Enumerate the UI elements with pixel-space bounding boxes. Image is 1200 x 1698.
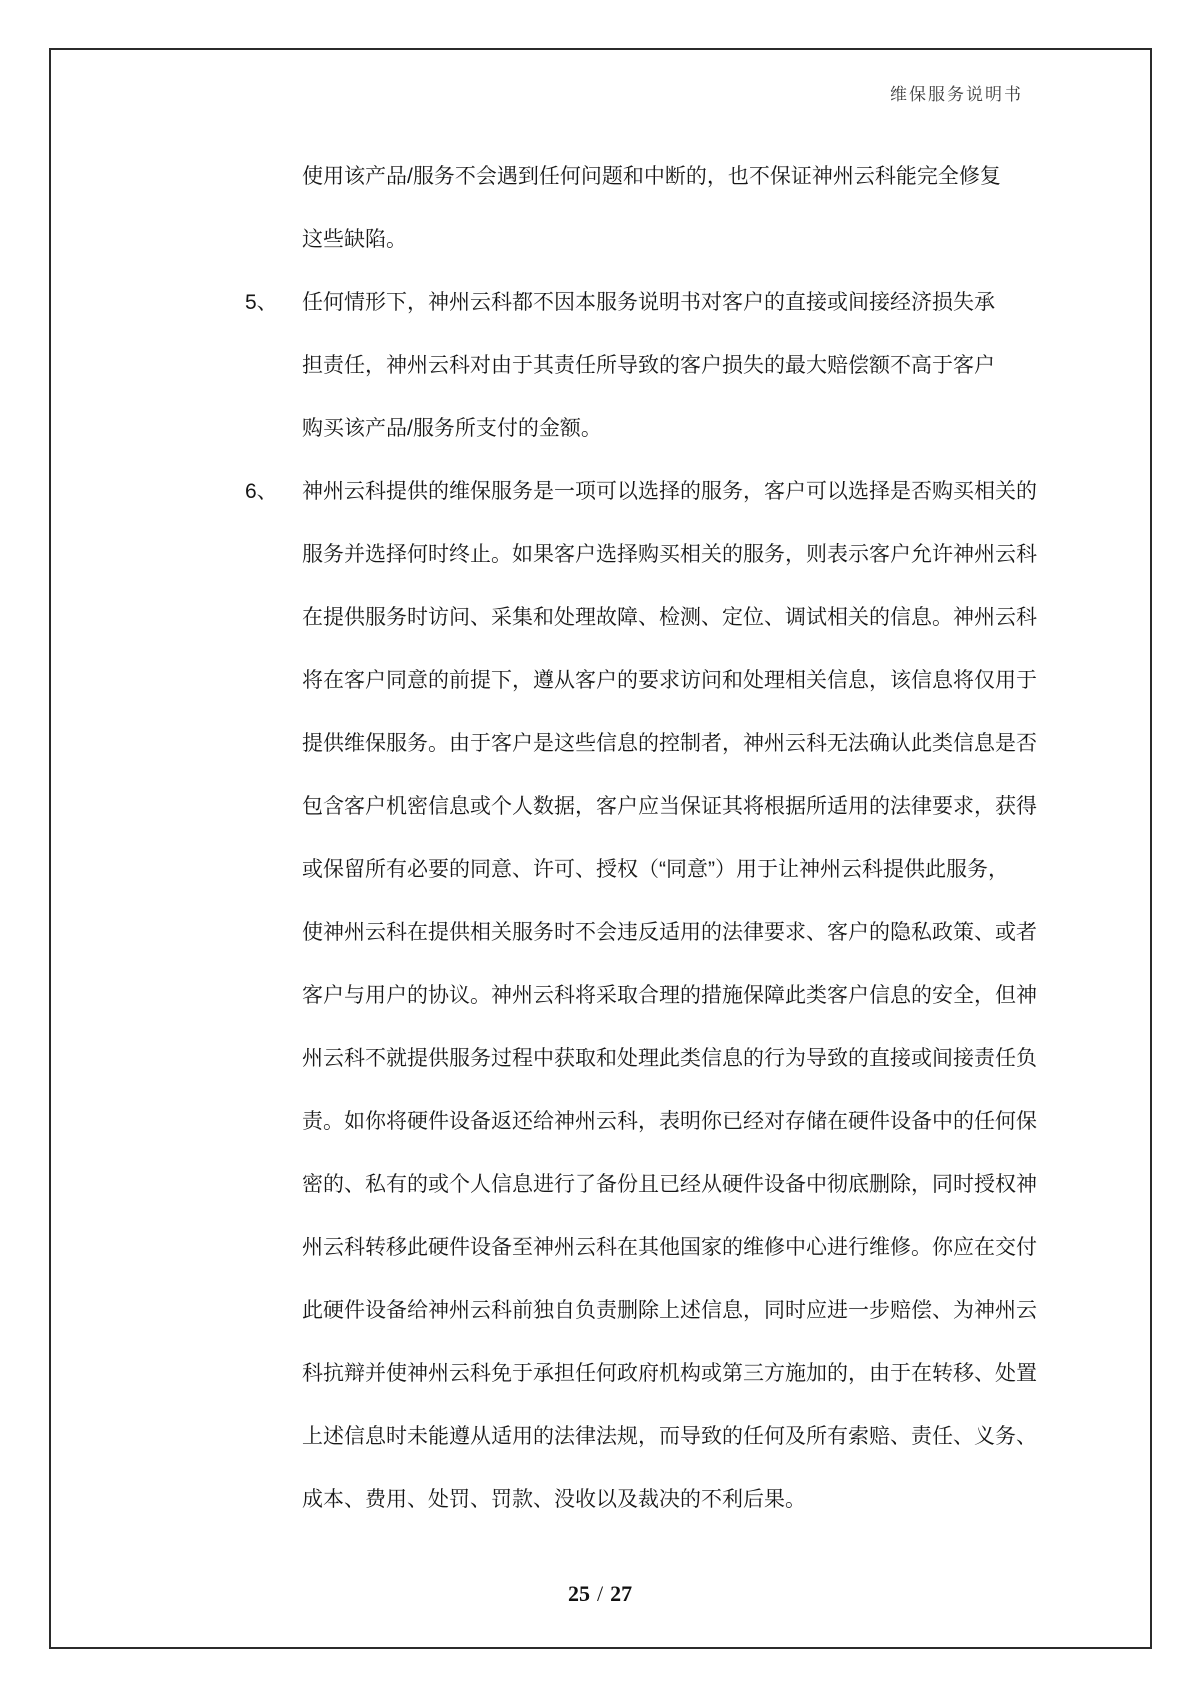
body-text-line bbox=[245, 775, 1045, 838]
body-text: 上述信息时未能遵从适用的法律法规，而导致的任何及所有索赔、责任、义务、 bbox=[302, 1425, 1037, 1448]
body-text-line bbox=[245, 145, 1045, 208]
body-text: 州云科不就提供服务过程中获取和处理此类信息的行为导致的直接或间接责任负 bbox=[302, 1047, 1037, 1070]
body-text: 提供维保服务。由于客户是这些信息的控制者，神州云科无法确认此类信息是否 bbox=[302, 732, 1037, 755]
body-text-line bbox=[245, 523, 1045, 586]
body-text: 神州云科提供的维保服务是一项可以选择的服务，客户可以选择是否购买相关的 bbox=[302, 480, 1037, 503]
page-header bbox=[890, 80, 1023, 105]
body-text-line bbox=[245, 838, 1045, 901]
body-text-line bbox=[245, 1153, 1045, 1216]
body-text-line bbox=[245, 208, 1045, 271]
list-item-number: 6、 bbox=[245, 480, 278, 503]
body-text: 购买该产品/服务所支付的金额。 bbox=[302, 417, 602, 440]
body-text-line bbox=[245, 1216, 1045, 1279]
numbered-list-item bbox=[245, 271, 1045, 460]
body-text-line bbox=[245, 964, 1045, 1027]
list-item-number: 5、 bbox=[245, 291, 278, 314]
page-number-current: 25 bbox=[567, 1581, 590, 1606]
body-text-line bbox=[245, 1342, 1045, 1405]
body-text-line bbox=[245, 586, 1045, 649]
body-text: 使神州云科在提供相关服务时不会违反适用的法律要求、客户的隐私政策、或者 bbox=[302, 921, 1037, 944]
body-text: 成本、费用、处罚、罚款、没收以及裁决的不利后果。 bbox=[302, 1488, 806, 1511]
document-body bbox=[245, 145, 1045, 1531]
header-title: 维保服务说明书 bbox=[890, 85, 1023, 104]
body-text-line bbox=[245, 1027, 1045, 1090]
body-text: 服务并选择何时终止。如果客户选择购买相关的服务，则表示客户允许神州云科 bbox=[302, 543, 1037, 566]
body-text: 将在客户同意的前提下，遵从客户的要求访问和处理相关信息，该信息将仅用于 bbox=[302, 669, 1037, 692]
body-text-line bbox=[245, 1279, 1045, 1342]
body-text-line bbox=[245, 397, 1045, 460]
body-text: 责。如你将硬件设备返还给神州云科，表明你已经对存储在硬件设备中的任何保 bbox=[302, 1110, 1037, 1133]
body-text-line bbox=[245, 1090, 1045, 1153]
body-text: 州云科转移此硬件设备至神州云科在其他国家的维修中心进行维修。你应在交付 bbox=[302, 1236, 1037, 1259]
body-text: 使用该产品/服务不会遇到任何问题和中断的，也不保证神州云科能完全修复 bbox=[302, 165, 1001, 188]
body-text: 担责任，神州云科对由于其责任所导致的客户损失的最大赔偿额不高于客户 bbox=[302, 354, 995, 377]
body-text: 或保留所有必要的同意、许可、授权（“同意”）用于让神州云科提供此服务， bbox=[302, 858, 1009, 881]
page-number-total: 27 bbox=[610, 1581, 633, 1606]
body-text: 科抗辩并使神州云科免于承担任何政府机构或第三方施加的，由于在转移、处置 bbox=[302, 1362, 1037, 1385]
body-text: 在提供服务时访问、采集和处理故障、检测、定位、调试相关的信息。神州云科 bbox=[302, 606, 1037, 629]
body-text-line bbox=[245, 901, 1045, 964]
page-number-separator: / bbox=[596, 1581, 604, 1606]
page-footer bbox=[0, 1581, 1200, 1607]
body-text-line bbox=[245, 271, 1045, 334]
body-text: 任何情形下，神州云科都不因本服务说明书对客户的直接或间接经济损失承 bbox=[302, 291, 995, 314]
body-text: 包含客户机密信息或个人数据，客户应当保证其将根据所适用的法律要求，获得 bbox=[302, 795, 1037, 818]
body-text: 客户与用户的协议。神州云科将采取合理的措施保障此类客户信息的安全，但神 bbox=[302, 984, 1037, 1007]
body-text-line bbox=[245, 334, 1045, 397]
numbered-list-item bbox=[245, 460, 1045, 1531]
body-text: 密的、私有的或个人信息进行了备份且已经从硬件设备中彻底删除，同时授权神 bbox=[302, 1173, 1037, 1196]
body-text-line bbox=[245, 1468, 1045, 1531]
paragraph-continuation bbox=[245, 145, 1045, 271]
body-text-line bbox=[245, 460, 1045, 523]
body-text-line bbox=[245, 712, 1045, 775]
body-text: 这些缺陷。 bbox=[302, 228, 407, 251]
body-text-line bbox=[245, 649, 1045, 712]
body-text: 此硬件设备给神州云科前独自负责删除上述信息，同时应进一步赔偿、为神州云 bbox=[302, 1299, 1037, 1322]
body-text-line bbox=[245, 1405, 1045, 1468]
